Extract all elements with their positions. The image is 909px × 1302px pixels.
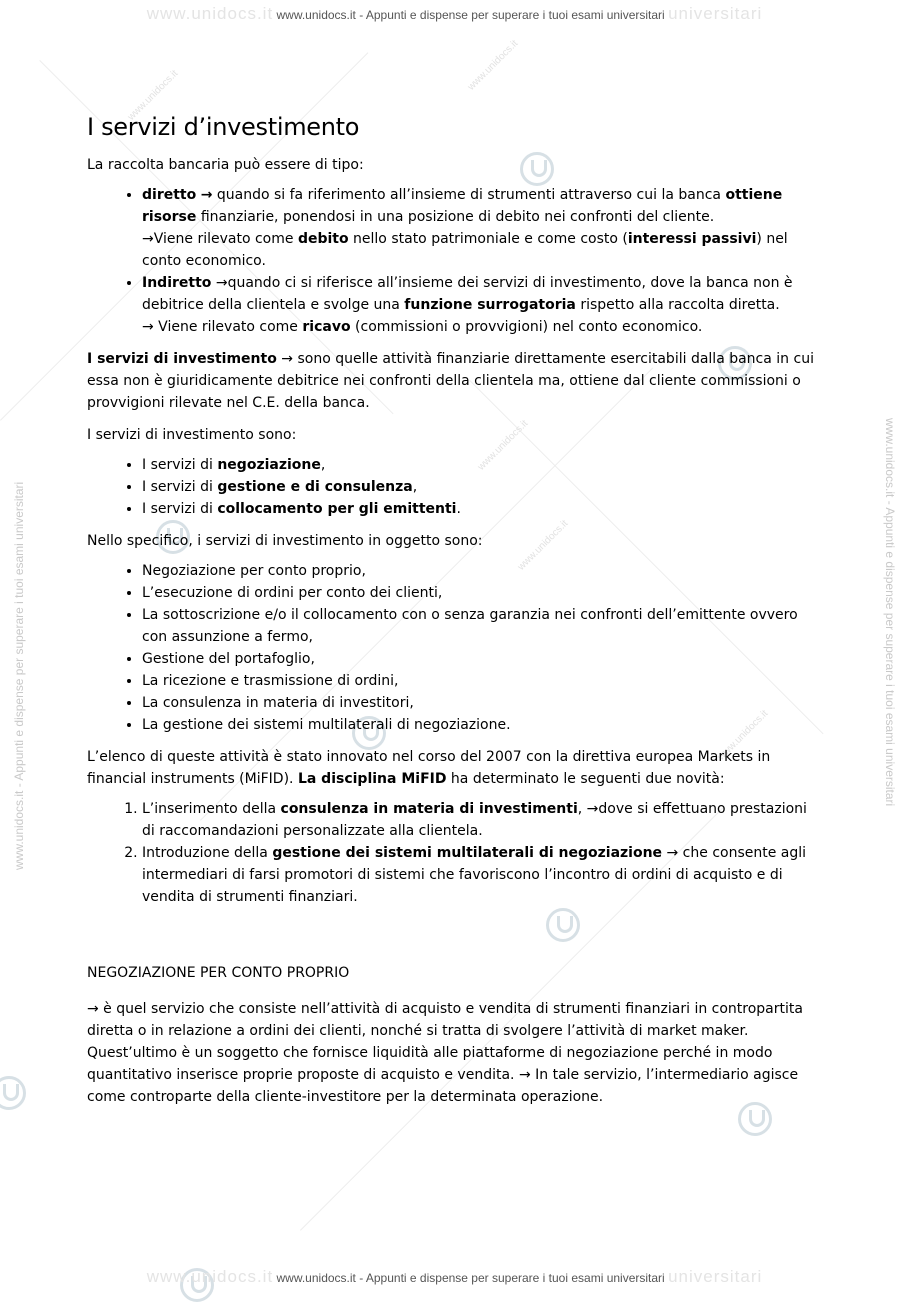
novita-list [87,798,817,908]
mifid-paragraph: L’elenco di queste attività è stato innovato nel corso del 2007 con la direttiva europea Markets in financial instruments (MiFID). La disciplina MiFID ha determinato le seguenti due novità: [87,749,771,787]
specifico-intro: Nello specifico, i servizi di investimento in oggetto sono: [87,533,483,549]
list-item: • Gestione del portafoglio, [142,648,817,670]
watermark-footer: www.unidocs.it www.unidocs.it - Appunti e dispense per superare i tuoi esami universitari universitari [146,1267,763,1286]
list-item: • La sottoscrizione e/o il collocamento con o senza garanzia nei confronti dell’emittente ovvero con assunzione a fermo, [142,604,817,648]
list-item: • L’esecuzione di ordini per conto dei clienti, [142,582,817,604]
section-heading: NEGOZIAZIONE PER CONTO PROPRIO [87,965,350,981]
list-item: • La gestione dei sistemi multilaterali di negoziazione. [142,714,817,736]
watermark-diagonal-text: www.unidocs.it [475,418,531,473]
watermark-diagonal-text: www.unidocs.it [715,708,771,763]
watermark-left-side: www.unidocs.it - Appunti e dispense per superare i tuoi esami universitari [12,481,26,870]
list-item: 2. Introduzione della gestione dei sistemi multilaterali di negoziazione → che consente agli intermediari di farsi promotori di sistemi che favoriscono l’incontro di ordini di acquisto e di vendita di strumenti finanziari. [142,842,817,908]
list-item: • I servizi di negoziazione, [142,454,817,476]
page-title: I servizi d’investimento [87,113,360,141]
servizi-list [87,454,817,520]
arrow-icon: → [215,275,228,291]
servizi-intro: I servizi di investimento sono: [87,427,297,443]
arrow-icon: → [666,845,679,861]
list-item: 1. L’inserimento della consulenza in materia di investimenti, →dove si effettuano prestazioni di raccomandazioni personalizzate alla clientela. [142,798,817,842]
watermark-logo-icon [0,1076,26,1110]
list-item: • diretto → quando si fa riferimento all’insieme di strumenti attraverso cui la banca ottiene risorse finanziarie, ponendosi in una posizione di debito nei confronti del cliente. →Viene rilevato come debito nello stato patrimoniale e come costo (interessi passivi) nel conto economico. [142,184,817,272]
arrow-icon: → [200,187,213,203]
intro-paragraph: La raccolta bancaria può essere di tipo: [87,157,364,173]
list-item: • La consulenza in materia di investitori, [142,692,817,714]
list-item: • Negoziazione per conto proprio, [142,560,817,582]
arrow-icon: → [87,1001,99,1017]
list-subline: → Viene rilevato come ricavo (commissioni o provvigioni) nel conto economico. [142,319,703,335]
list-item: • I servizi di collocamento per gli emittenti. [142,498,817,520]
watermark-diagonal-text: www.unidocs.it [465,38,521,93]
list-subline: →Viene rilevato come debito nello stato patrimoniale e come costo (interessi passivi) nel conto economico. [142,231,788,269]
document-body [87,110,817,1116]
watermark-diagonal-text: www.unidocs.it [125,68,181,123]
watermark-diagonal-text: www.unidocs.it [515,518,571,573]
raccolta-list [87,184,817,338]
arrow-icon: → [518,1067,531,1083]
arrow-icon: → [586,801,599,817]
arrow-icon: → [142,319,154,335]
list-item: • I servizi di gestione e di consulenza, [142,476,817,498]
watermark-header: www.unidocs.it www.unidocs.it - Appunti e dispense per superare i tuoi esami universitari universitari [146,4,763,23]
arrow-icon: → [281,351,294,367]
definition-paragraph: I servizi di investimento → sono quelle attività finanziarie direttamente esercitabili dalla banca in cui essa non è giuridicamente debitrice nei confronti della clientela ma, ottiene dal cliente commissioni o provvigioni rilevate nel C.E. della banca. [87,351,814,411]
list-item: • Indiretto →quando ci si riferisce all’insieme dei servizi di investimento, dove la banca non è debitrice della clientela e svolge una funzione surrogatoria rispetto alla raccolta diretta. → Viene rilevato come ricavo (commissioni o provvigioni) nel conto economico. [142,272,817,338]
watermark-right-side: www.unidocs.it - Appunti e dispense per superare i tuoi esami universitari [883,418,897,807]
arrow-icon: → [142,231,154,247]
list-item: • La ricezione e trasmissione di ordini, [142,670,817,692]
negoziazione-paragraph: → è quel servizio che consiste nell’attività di acquisto e vendita di strumenti finanziari in contropartita diretta o in relazione a ordini dei clienti, nonché si tratta di svolgere l’attività di market maker. Quest’ultimo è un soggetto che fornisce liquidità alle piattaforme di negoziazione perché in modo quantitativo inserisce proprie proposte di acquisto e vendita. → In tale servizio, l’intermediario agisce come controparte della cliente-investitore per la determinata operazione. [87,1001,803,1105]
specifico-list [87,560,817,736]
